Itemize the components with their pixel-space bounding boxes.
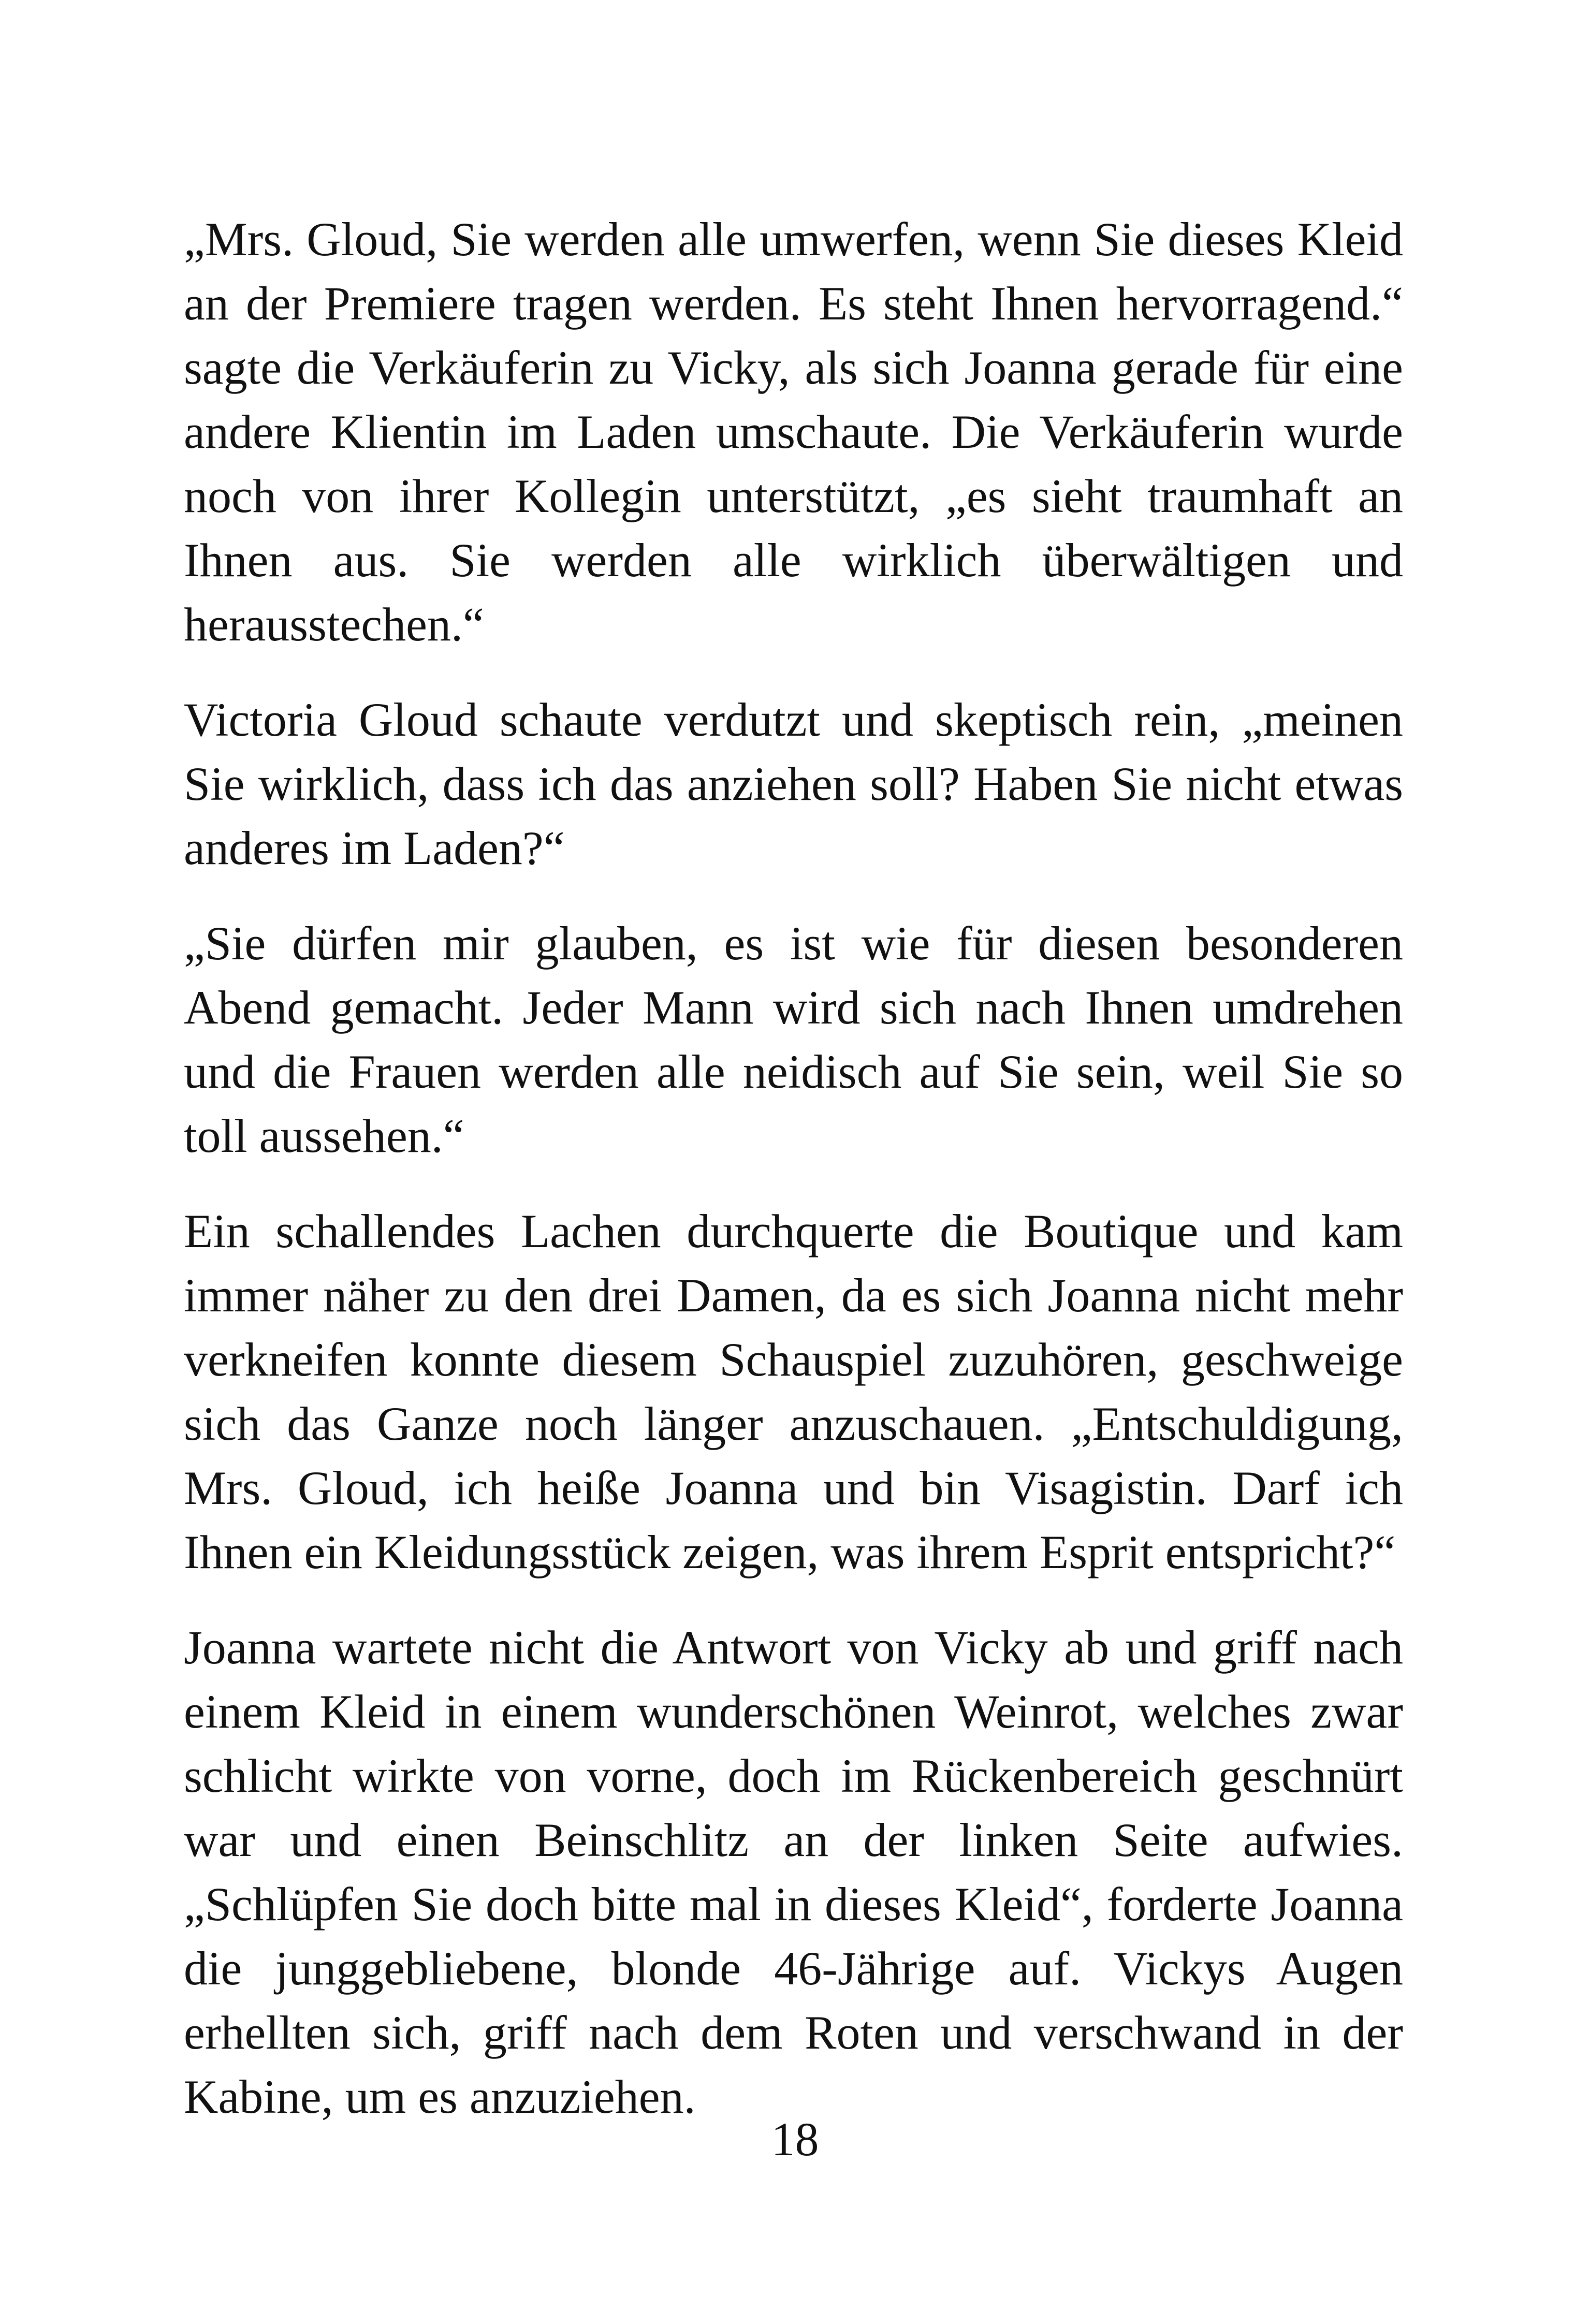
paragraph-1: „Mrs. Gloud, Sie werden alle umwerfen, wenn Sie dieses Kleid an der Premiere tragen werden. Es steht Ihnen hervorragend.“ sagte die Verkäuferin zu Vicky, als sich Joanna gerade für eine andere Klientin im Laden umschaute. Die Verkäuferin wurde noch von ihrer Kollegin unterstützt, „es sieht traumhaft an Ihnen aus. Sie werden alle wirklich überwältigen und herausstechen.“: [184, 213, 1403, 651]
paragraph-4: Ein schallendes Lachen durchquerte die Boutique und kam immer näher zu den drei Damen, da es sich Joanna nicht mehr verkneifen konnte diesem Schauspiel zuzuhören, geschweige sich das Ganze noch länger anzuschauen. „Entschuldigung, Mrs. Gloud, ich heiße Joanna und bin Visagistin. Darf ich Ihnen ein Kleidungsstück zeigen, was ihrem Esprit entspricht?“: [184, 1205, 1403, 1578]
paragraph-3: „Sie dürfen mir glauben, es ist wie für diesen besonderen Abend gemacht. Jeder Mann wird sich nach Ihnen umdrehen und die Frauen werden alle neidisch auf Sie sein, weil Sie so toll aussehen.“: [184, 917, 1403, 1162]
paragraph-5: Joanna wartete nicht die Antwort von Vicky ab und griff nach einem Kleid in einem wunderschönen Weinrot, welches zwar schlicht wirkte von vorne, doch im Rückenbereich geschnürt war und einen Beinschlitz an der linken Seite aufwies. „Schlüpfen Sie doch bitte mal in dieses Kleid“, forderte Joanna die junggebliebene, blonde 46-Jährige auf. Vickys Augen erhellten sich, griff nach dem Roten und verschwand in der Kabine, um es anzuziehen.: [184, 1621, 1403, 2123]
paragraph-2: Victoria Gloud schaute verdutzt und skeptisch rein, „meinen Sie wirklich, dass ich das anziehen soll? Haben Sie nicht etwas anderes im Laden?“: [184, 693, 1403, 874]
body-text: [184, 207, 1403, 2160]
page-number: 18: [771, 2113, 819, 2166]
